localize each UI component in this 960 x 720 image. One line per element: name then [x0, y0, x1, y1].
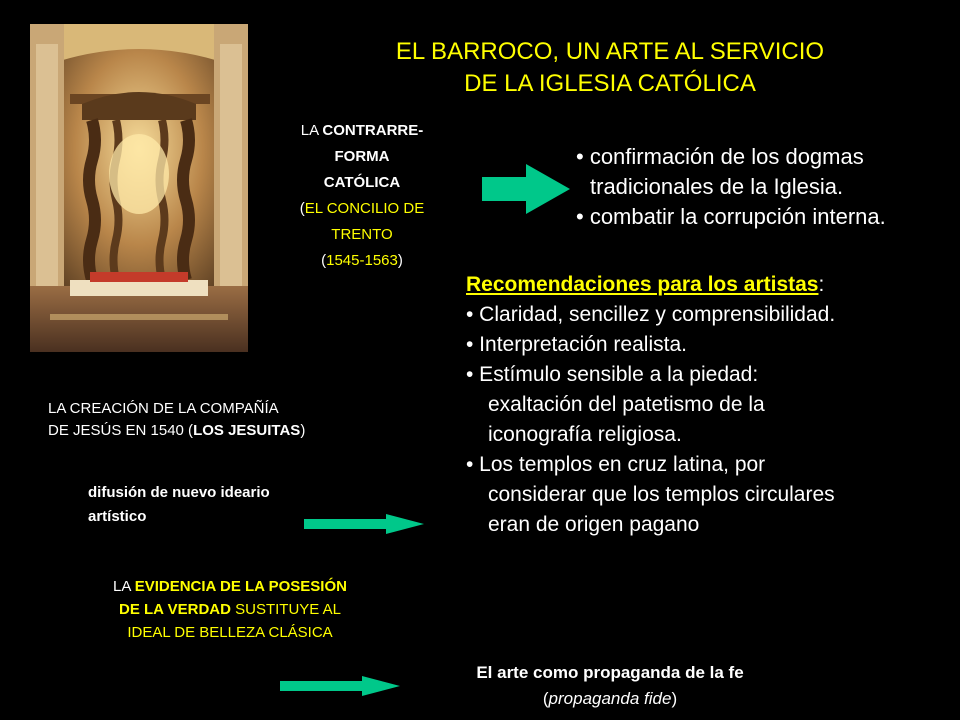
- basilica-baldachin-photo: [30, 24, 248, 352]
- title-line-1: EL BARROCO, UN ARTE AL SERVICIO: [395, 38, 825, 65]
- cr-concilio-2: TRENTO: [331, 226, 393, 243]
- cr-bold-1: CONTRARRE-: [322, 122, 424, 139]
- arte-paren-close: ): [671, 689, 678, 708]
- difusion-block: [88, 481, 308, 529]
- arte-line-1: El arte como propaganda de la fe: [476, 663, 744, 682]
- rec-item-4c: eran de origen pagano: [488, 513, 700, 536]
- arte-propaganda-block: [400, 660, 820, 712]
- recommendations-colon: :: [818, 273, 825, 296]
- jesuitas-bold: LOS JESUITAS: [193, 422, 301, 439]
- rec-item-3b: exaltación del patetismo de la: [488, 393, 765, 416]
- recommendations-list: [466, 270, 946, 540]
- dogmas-list: [576, 142, 956, 232]
- cr-paren-close: ): [397, 252, 403, 269]
- arrow-right-icon: [280, 676, 400, 696]
- evidencia-line-3: IDEAL DE BELLEZA CLÁSICA: [127, 624, 333, 641]
- arte-paren-open: (: [542, 689, 549, 708]
- jesuitas-line-2a: DE JESÚS EN 1540 (: [48, 422, 194, 439]
- rec-item-4a: • Los templos en cruz latina, por: [466, 453, 766, 476]
- arrow-right-icon: [304, 514, 424, 534]
- rec-item-3c: iconografía religiosa.: [488, 423, 682, 446]
- evidencia-bold-2: DE LA VERDAD: [119, 601, 231, 618]
- rec-item-4b: considerar que los templos circulares: [488, 483, 835, 506]
- jesuitas-line-2c: ): [300, 422, 306, 439]
- evidencia-rest: SUSTITUYE AL: [230, 601, 341, 618]
- cr-years: 1545-1563: [326, 252, 398, 269]
- evidencia-bold-1: EVIDENCIA DE LA POSESIÓN: [134, 578, 347, 595]
- evidencia-prefix: LA: [113, 578, 135, 595]
- cr-paren-open: (: [299, 200, 305, 217]
- dogmas-line-3: • combatir la corrupción interna.: [576, 204, 886, 229]
- difusion-line-1: difusión de nuevo ideario: [88, 484, 270, 501]
- dogmas-line-2: tradicionales de la Iglesia.: [590, 174, 844, 199]
- title-line-2: DE LA IGLESIA CATÓLICA: [464, 70, 756, 97]
- cr-concilio-1: EL CONCILIO DE: [304, 200, 425, 217]
- evidencia-block: [40, 575, 420, 644]
- rec-item-2: • Interpretación realista.: [466, 333, 687, 356]
- contrarreforma-block: LA CONTRARRE- FORMA CATÓLICA (EL CONCILIO DE TRENTO (1545-1563): [299, 122, 425, 269]
- arrow-right-icon: [482, 164, 570, 214]
- cr-bold-3: CATÓLICA: [323, 174, 401, 191]
- cr-bold-2: FORMA: [334, 148, 390, 165]
- rec-item-3a: • Estímulo sensible a la piedad:: [466, 363, 759, 386]
- rec-item-1: • Claridad, sencillez y comprensibilidad.: [466, 303, 836, 326]
- jesuitas-block: [48, 398, 428, 442]
- arte-italic: propaganda fide: [548, 689, 672, 708]
- dogmas-line-1: • confirmación de los dogmas: [576, 144, 864, 169]
- cr-prefix: LA: [300, 122, 323, 139]
- slide-title: [310, 36, 910, 100]
- jesuitas-line-1: LA CREACIÓN DE LA COMPAÑÍA: [48, 400, 279, 417]
- recommendations-heading: Recomendaciones para los artistas: [466, 273, 819, 296]
- difusion-line-2: artístico: [88, 508, 147, 525]
